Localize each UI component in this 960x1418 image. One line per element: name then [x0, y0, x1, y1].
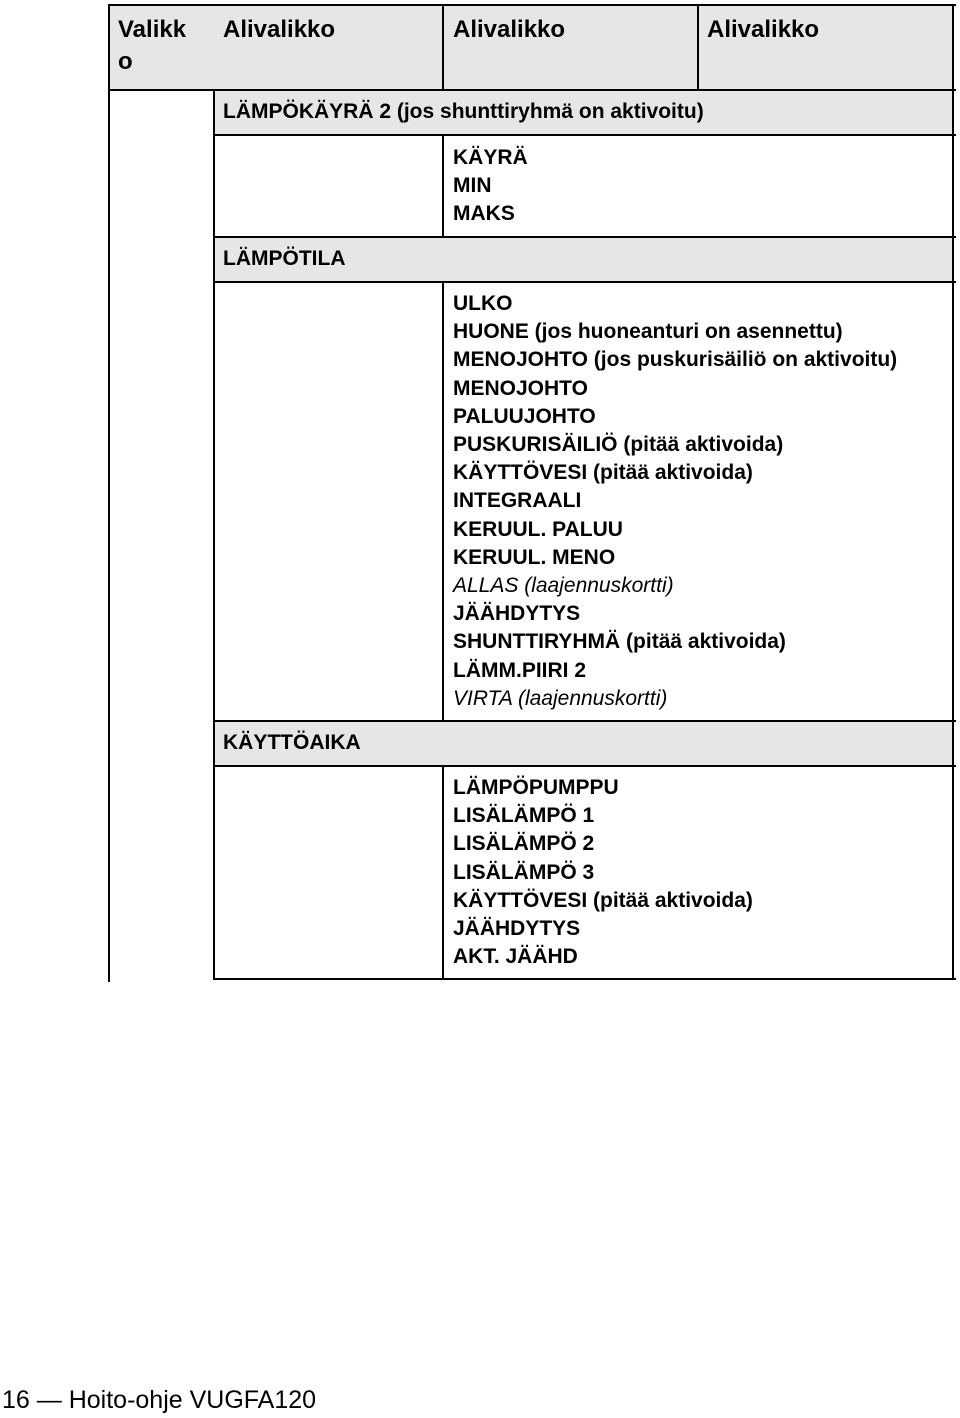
col-divider-2: [442, 281, 444, 722]
section-title-temperature: LÄMPÖTILA: [223, 247, 346, 270]
list-item: LISÄLÄMPÖ 3: [453, 860, 595, 884]
header-submenu-3: Alivalikko: [707, 16, 820, 43]
heating-curve-list: [453, 144, 528, 229]
list-item: LISÄLÄMPÖ 2: [453, 832, 595, 856]
list-item: MIN: [453, 174, 492, 198]
section-title-heating-curve: LÄMPÖKÄYRÄ 2 (jos shunttiryhmä on aktivoitu): [223, 100, 704, 123]
list-item: JÄÄHDYTYS: [453, 917, 581, 941]
col-divider-2: [442, 134, 444, 238]
row-border: [214, 720, 956, 722]
list-item: KÄYTTÖVESI (pitää aktivoida): [453, 461, 753, 485]
col-divider-3: [697, 4, 699, 91]
col-divider-2: [442, 4, 444, 91]
list-item: MENOJOHTO (jos puskurisäiliö on aktivoitu): [453, 348, 898, 372]
page-footer: [2, 1385, 316, 1415]
footer-dash: —: [36, 1386, 62, 1414]
temperature-list: [453, 290, 897, 713]
header-submenu-2: Alivalikko: [453, 16, 566, 43]
runtime-list: [453, 774, 753, 971]
list-item: ULKO: [453, 292, 513, 315]
header-bottom-border: [108, 89, 956, 91]
list-item: PUSKURISÄILIÖ (pitää aktivoida): [453, 433, 784, 457]
list-item: KÄYTTÖVESI (pitää aktivoida): [453, 888, 753, 912]
table-top-border: [108, 4, 956, 6]
list-item: KERUUL. MENO: [453, 545, 616, 569]
col-divider-1: [213, 89, 215, 980]
row-border: [214, 134, 956, 136]
row-border: [214, 236, 956, 238]
list-item: AKT. JÄÄHD: [453, 945, 578, 969]
list-item: VIRTA (laajennuskortti): [453, 686, 668, 710]
row-border: [214, 765, 956, 767]
row-border: [214, 281, 956, 283]
table-left-border: [108, 4, 110, 982]
list-item: KÄYRÄ: [453, 146, 528, 169]
section-title-runtime: KÄYTTÖAIKA: [223, 731, 361, 754]
table-bottom-border: [214, 978, 956, 980]
list-item: JÄÄHDYTYS: [453, 602, 581, 626]
list-item: LISÄLÄMPÖ 1: [453, 804, 595, 828]
col-divider-2: [442, 765, 444, 980]
list-item: HUONE (jos huoneanturi on asennettu): [453, 320, 843, 344]
list-item: LÄMPÖPUMPPU: [453, 776, 619, 799]
header-submenu-1: Alivalikko: [223, 16, 336, 43]
list-item: MAKS: [453, 202, 515, 226]
list-item: KERUUL. PALUU: [453, 517, 623, 541]
list-item: INTEGRAALI: [453, 489, 582, 513]
list-item: ALLAS (laajennuskortti): [453, 574, 674, 598]
list-item: LÄMM.PIIRI 2: [453, 658, 587, 682]
list-item: MENOJOHTO: [453, 376, 588, 400]
list-item: SHUNTTIRYHMÄ (pitää aktivoida): [453, 630, 786, 654]
header-menu: Valikko: [118, 16, 187, 75]
table-right-border: [952, 4, 954, 980]
list-item: PALUUJOHTO: [453, 404, 596, 428]
page-number: 16: [2, 1386, 30, 1414]
document-title: Hoito-ohje VUGFA120: [68, 1386, 317, 1414]
